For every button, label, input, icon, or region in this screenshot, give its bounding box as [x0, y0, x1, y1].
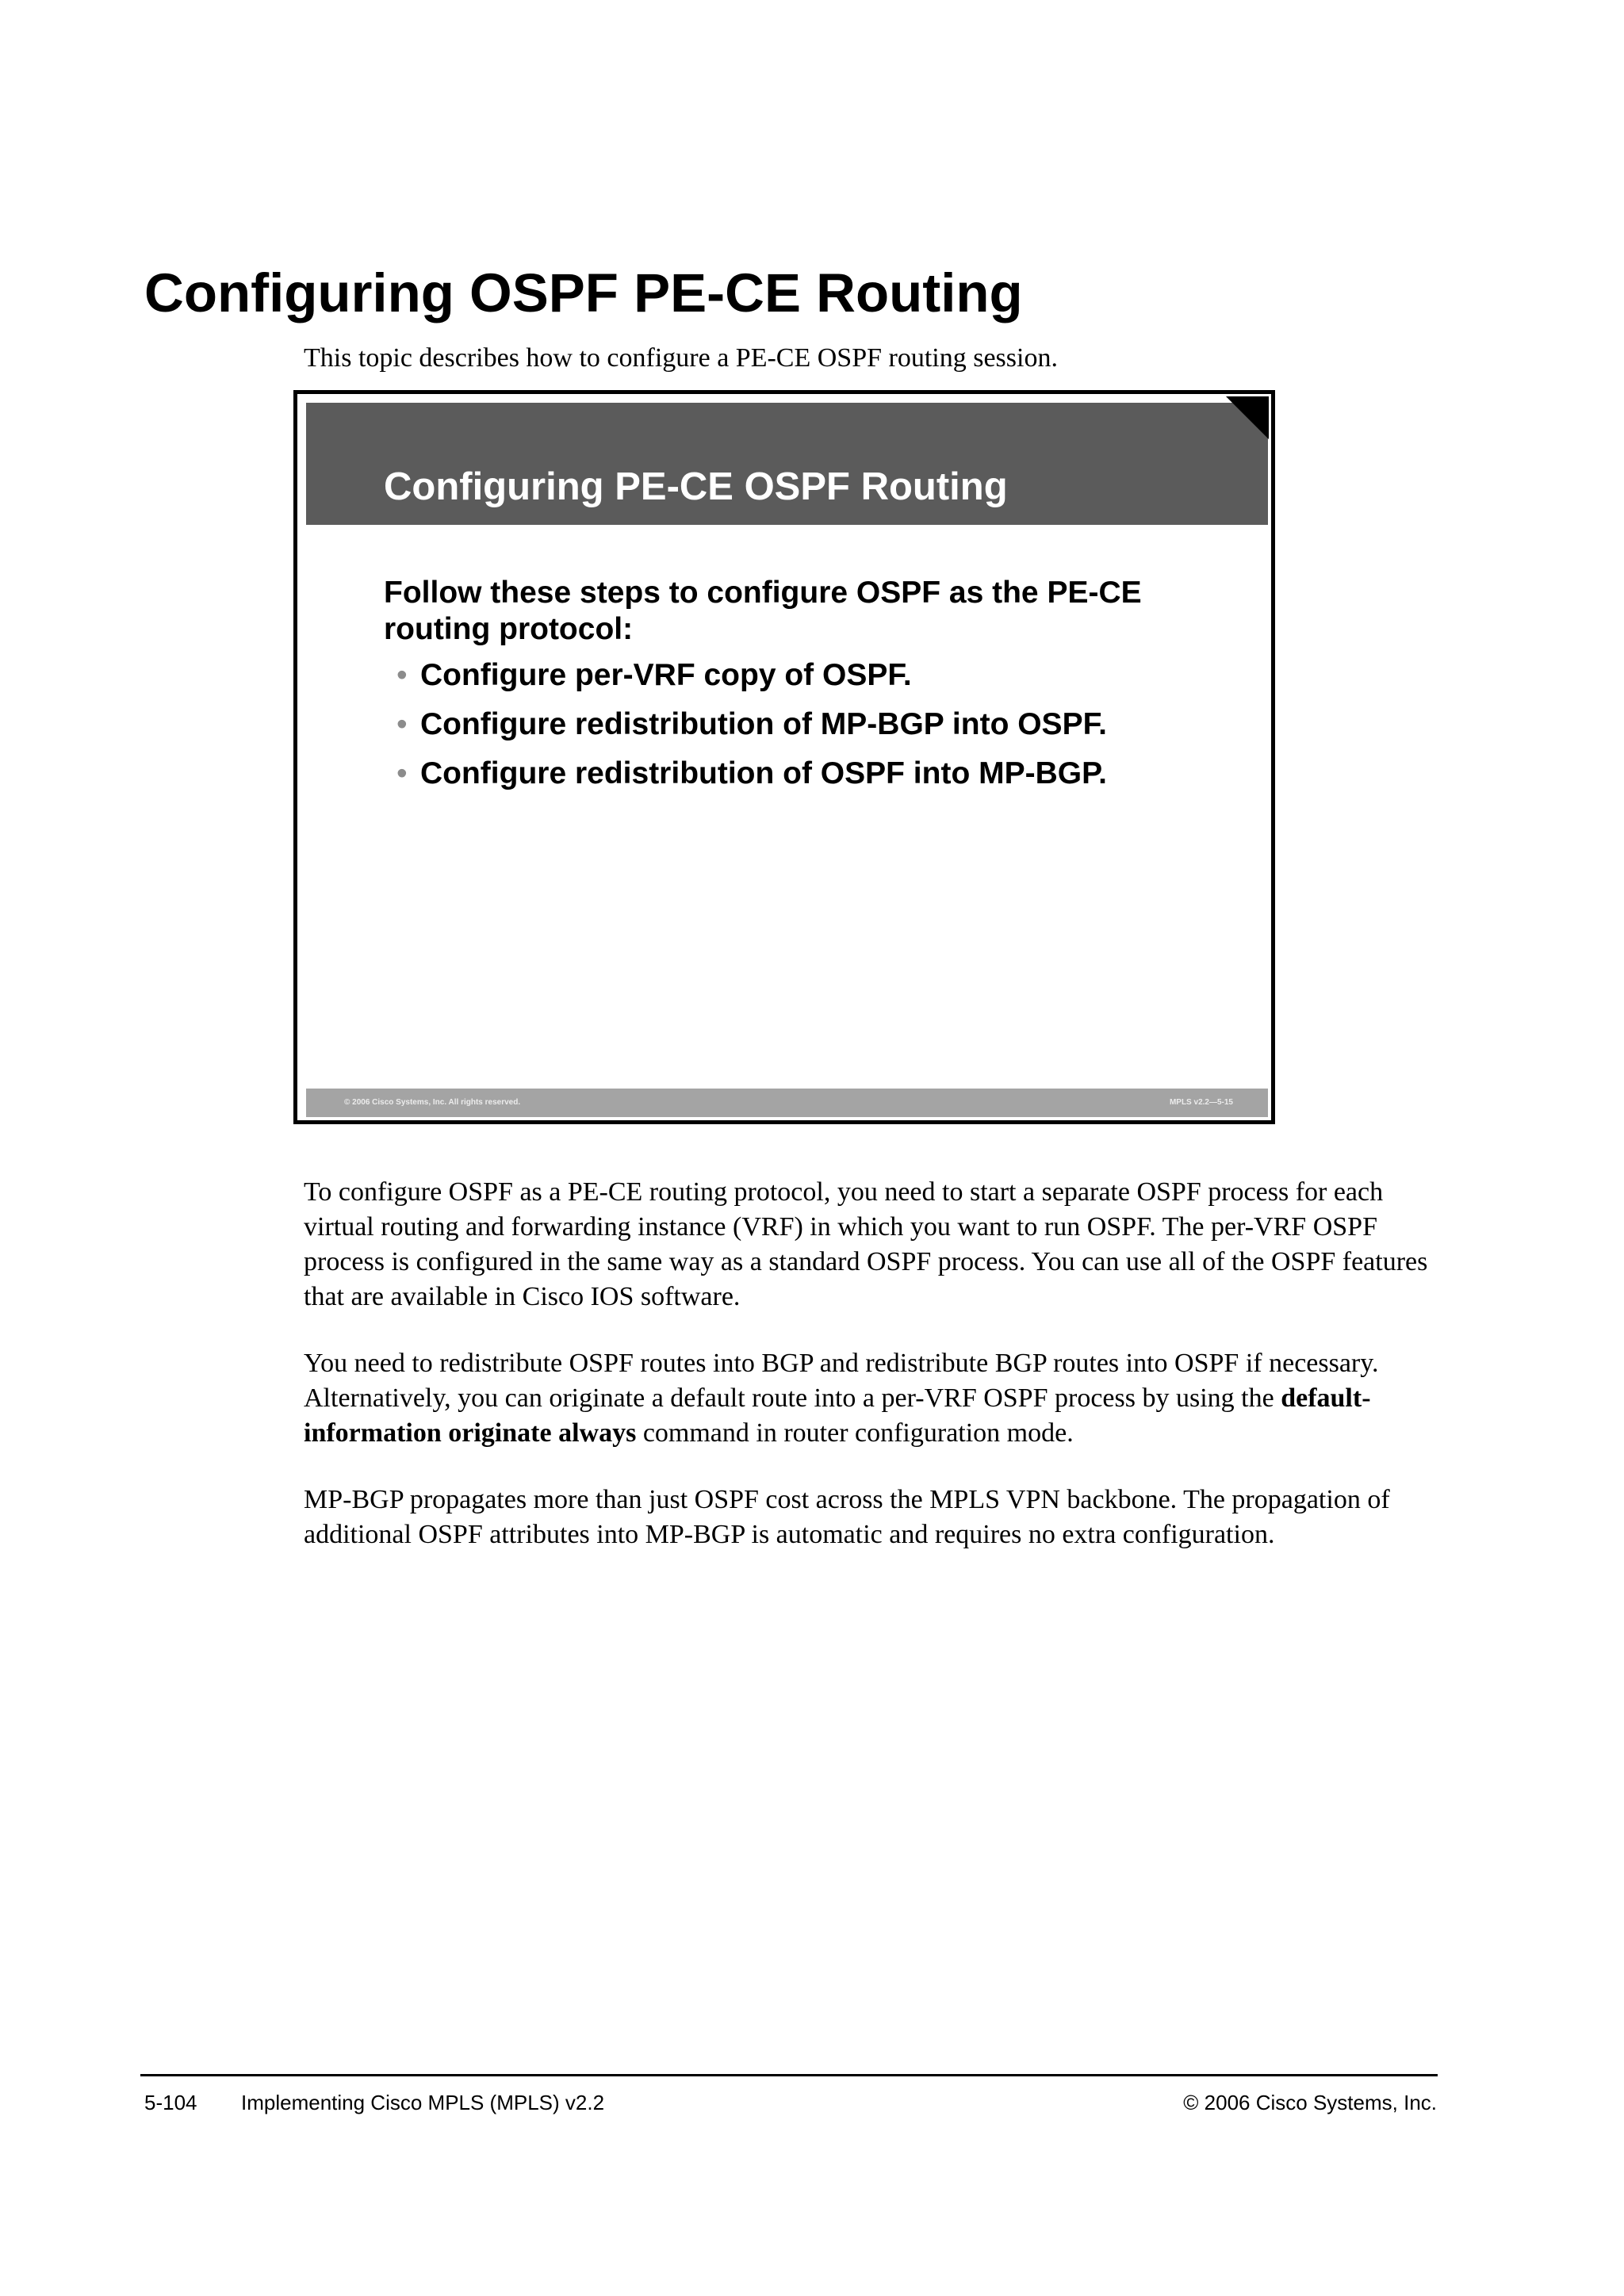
slide-footer-copyright: © 2006 Cisco Systems, Inc. All rights reserved. — [344, 1098, 521, 1107]
slide-bullet-text: Configure per-VRF copy of OSPF. — [420, 658, 912, 692]
page-number: 5-104 — [144, 2091, 197, 2114]
slide-bullet — [384, 706, 1216, 743]
slide-title: Configuring PE-CE OSPF Routing — [384, 465, 1008, 508]
body-paragraph-1: To configure OSPF as a PE-CE routing protocol, you need to start a separate OSPF process for each virtual routing and forwarding instance (VRF) in which you want to run OSPF. The per-VRF OSPF process is configured in the same way as a standard OSPF process. You can use all of the OSPF features that are available in Cisco IOS software. — [304, 1177, 1428, 1311]
bullet-dot-icon: • — [396, 707, 408, 741]
corner-triangle-icon — [1226, 396, 1269, 439]
slide-bullet — [384, 657, 1216, 694]
slide-bullet-text: Configure redistribution of OSPF into MP-BGP. — [420, 756, 1107, 790]
slide-footer-code: MPLS v2.2—5-15 — [1169, 1098, 1233, 1107]
slide-bullet-text: Configure redistribution of MP-BGP into OSPF. — [420, 707, 1107, 741]
footer-rule — [140, 2074, 1438, 2076]
slide-footer — [306, 1089, 1268, 1117]
intro-text: This topic describes how to configure a PE-CE OSPF routing session. — [304, 343, 1058, 373]
bullet-dot-icon: • — [396, 658, 408, 692]
slide-body — [384, 575, 1216, 805]
slide-header — [306, 403, 1268, 525]
bullet-dot-icon: • — [396, 756, 408, 790]
section-title: Configuring OSPF PE-CE Routing — [144, 262, 1023, 323]
slide-lead: Follow these steps to configure OSPF as the PE-CE routing protocol: — [384, 576, 1142, 646]
command-text: default-information originate always — [304, 1383, 1371, 1448]
footer-copyright: © 2006 Cisco Systems, Inc. — [1183, 2091, 1437, 2114]
body-paragraph-3: MP-BGP propagates more than just OSPF cost across the MPLS VPN backbone. The propagation of additional OSPF attributes into MP-BGP is automatic and requires no extra configuration. — [304, 1485, 1390, 1549]
slide-figure — [293, 390, 1275, 1124]
slide-bullet — [384, 756, 1216, 792]
slide-bullet-list — [384, 657, 1216, 792]
body-paragraph-2-end: command in router configuration mode. — [636, 1418, 1074, 1448]
book-title: Implementing Cisco MPLS (MPLS) v2.2 — [241, 2091, 605, 2114]
body-paragraph-2 — [304, 1346, 1446, 1451]
body-paragraph-2-start: You need to redistribute OSPF routes into BGP and redistribute BGP routes into OSPF if necessary. Alternatively, you can originate a default route into a per-VRF OSPF process by using the — [304, 1349, 1379, 1413]
